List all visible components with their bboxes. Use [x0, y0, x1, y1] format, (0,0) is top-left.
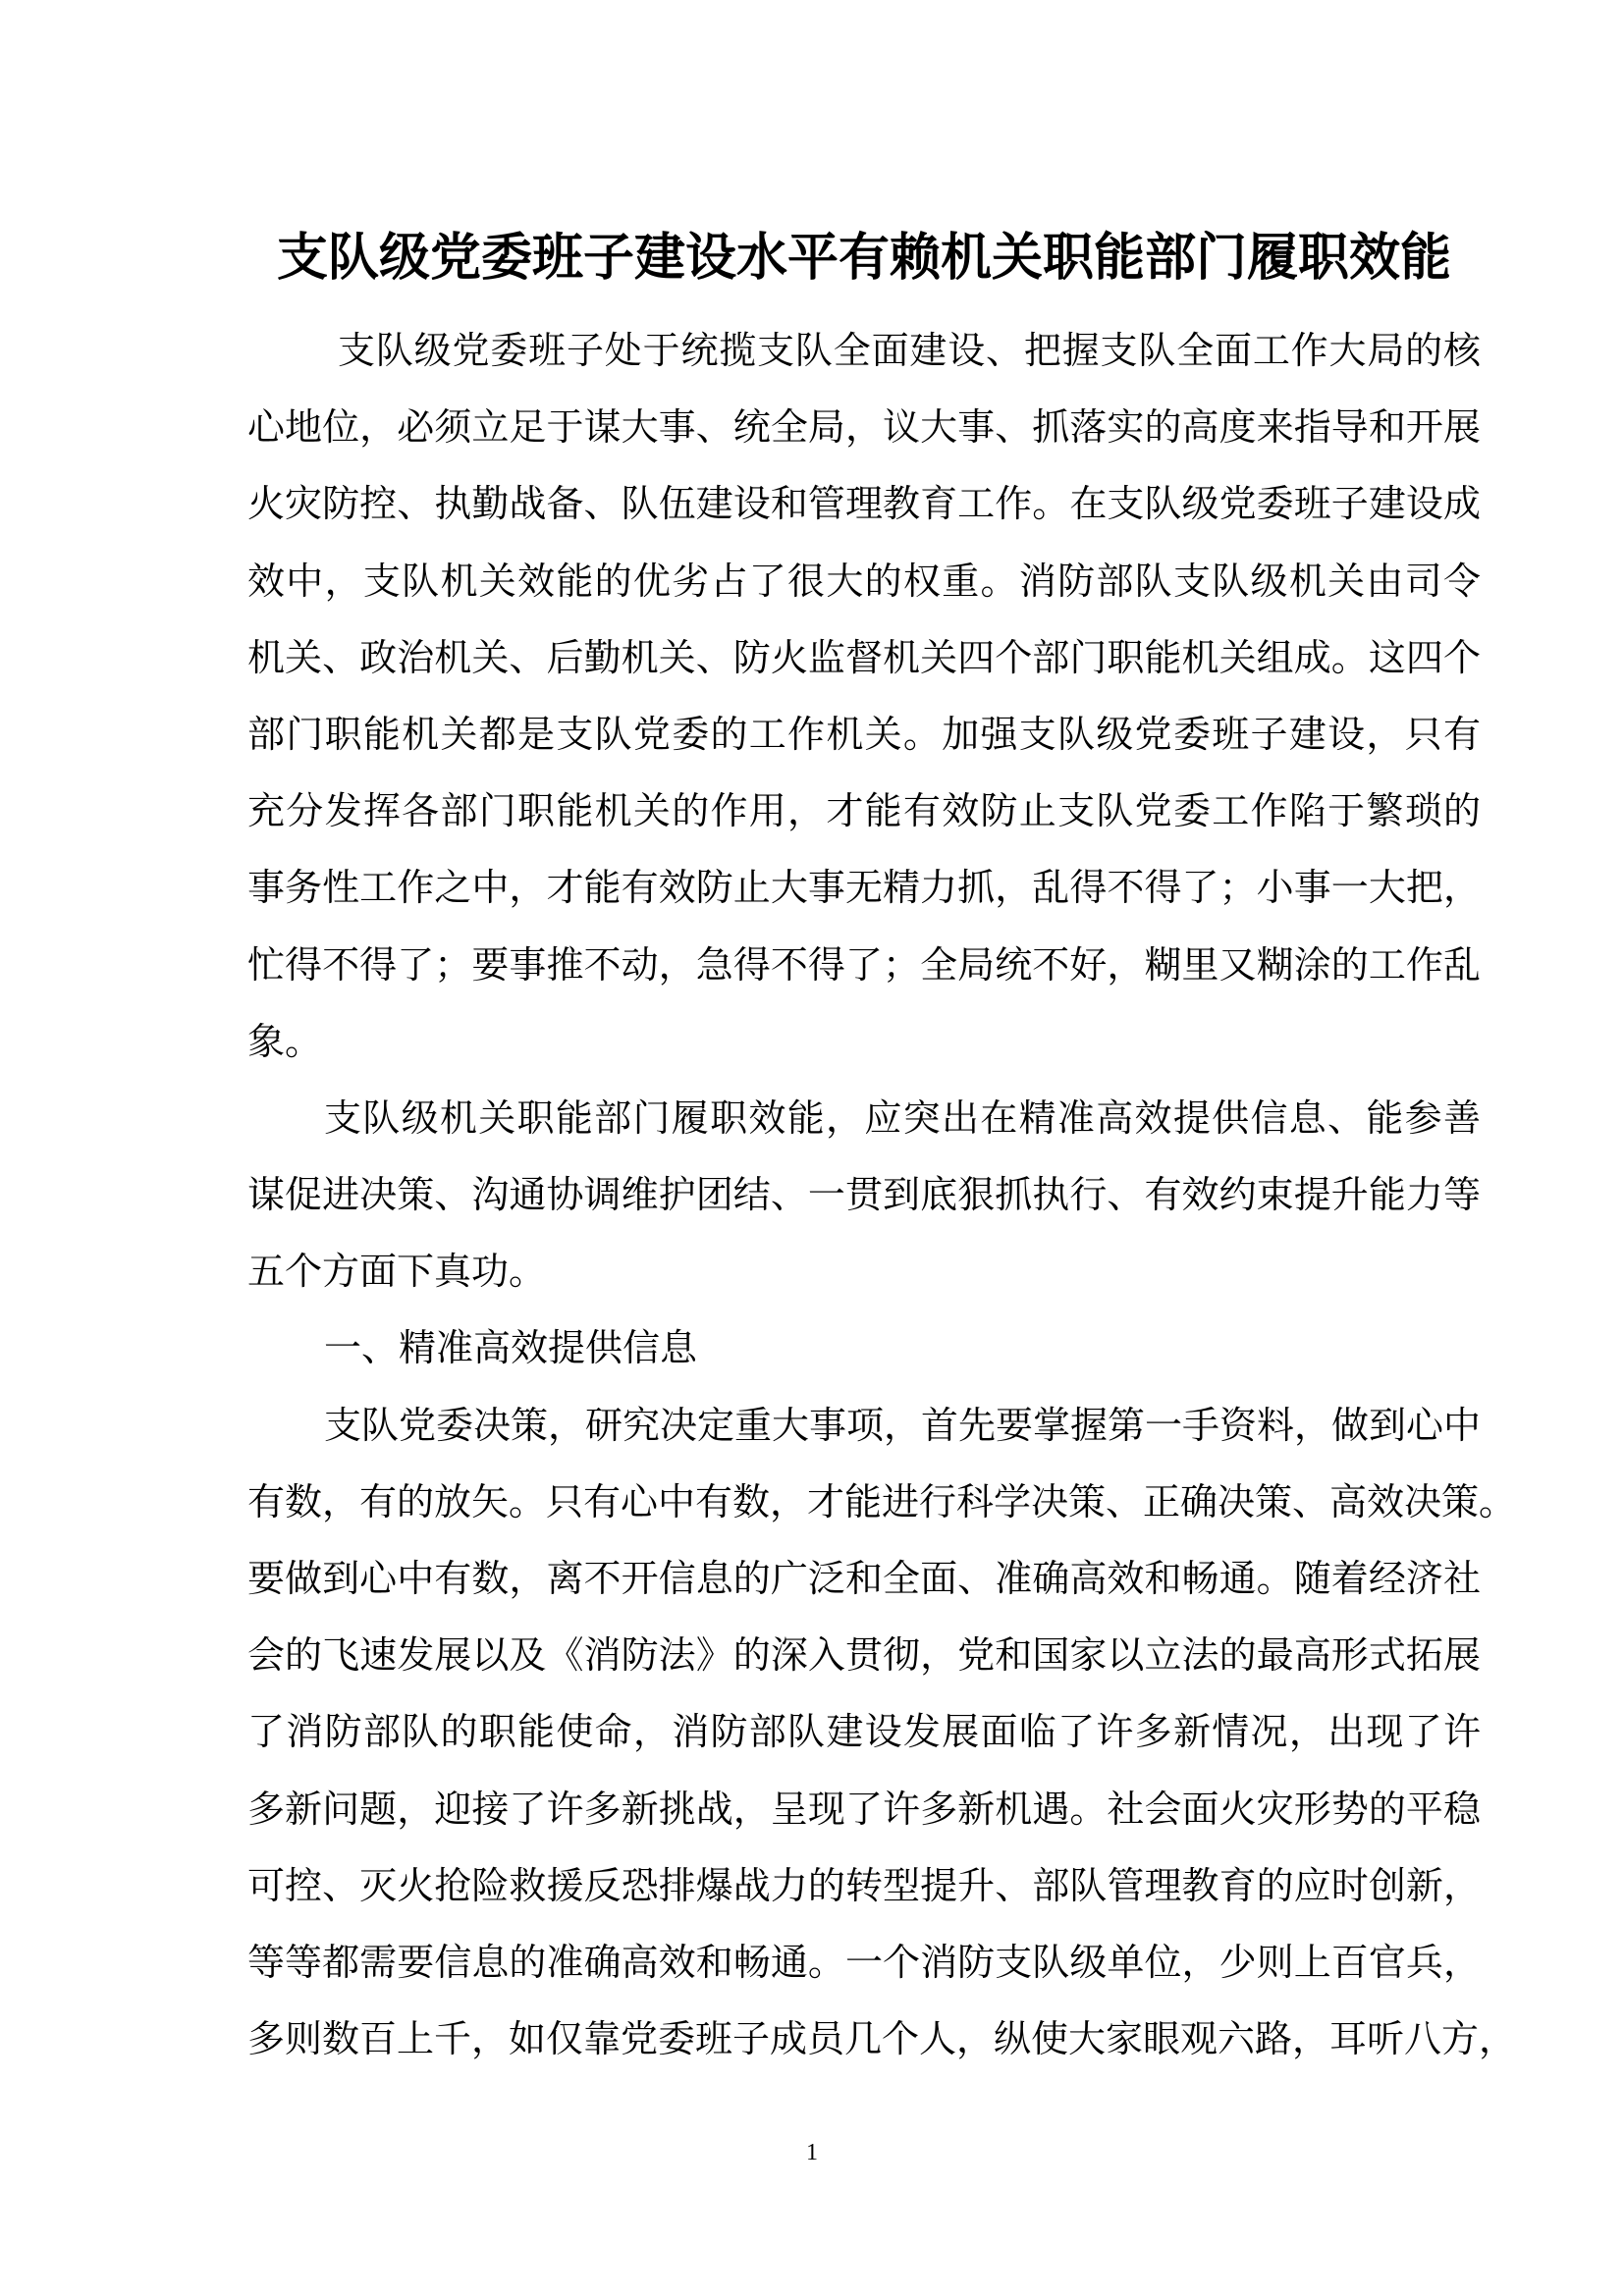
text-line: 支队党委决策，研究决定重大事项，首先要掌握第一手资料，做到心中	[324, 1403, 1482, 1447]
text-line: 心地位，必须立足于谋大事、统全局，议大事、抓落实的高度来指导和开展	[247, 405, 1481, 450]
text-line: 效中，支队机关效能的优劣占了很大的权重。消防部队支队级机关由司令	[247, 559, 1481, 603]
document-title: 支队级党委班子建设水平有赖机关职能部门履职效能	[276, 229, 1451, 288]
text-line: 多则数百上千，如仅靠党委班子成员几个人，纵使大家眼观六路，耳听八方，	[247, 2017, 1517, 2061]
text-line: 部门职能机关都是支队党委的工作机关。加强支队级党委班子建设，只有	[247, 712, 1481, 756]
paragraph	[247, 1080, 1481, 1310]
text-line: 一、精准高效提供信息	[324, 1326, 698, 1370]
paragraph	[247, 312, 1481, 1080]
text-line: 等等都需要信息的准确高效和畅通。一个消防支队级单位，少则上百官兵，	[247, 1940, 1481, 1984]
text-line: 充分发挥各部门职能机关的作用，才能有效防止支队党委工作陷于繁琐的	[247, 789, 1481, 833]
text-line: 五个方面下真功。	[247, 1250, 547, 1294]
text-line: 了消防部队的职能使命，消防部队建设发展面临了许多新情况，出现了许	[247, 1710, 1481, 1754]
text-line: 谋促进决策、沟通协调维护团结、一贯到底狠抓执行、有效约束提升能力等	[247, 1173, 1481, 1217]
text-line: 要做到心中有数，离不开信息的广泛和全面、准确高效和畅通。随着经济社	[247, 1557, 1481, 1600]
document-body	[247, 312, 1517, 2077]
text-line: 可控、灭火抢险救援反恐排爆战力的转型提升、部队管理教育的应时创新，	[247, 1863, 1481, 1907]
text-line: 支队级机关职能部门履职效能，应突出在精准高效提供信息、能参善	[324, 1095, 1481, 1140]
page-number: 1	[806, 2140, 818, 2165]
text-line: 有数，有的放矢。只有心中有数，才能进行科学决策、正确决策、高效决策。	[247, 1479, 1517, 1523]
text-line: 火灾防控、执勤战备、队伍建设和管理教育工作。在支队级党委班子建设成	[247, 482, 1481, 526]
text-line: 支队级党委班子处于统揽支队全面建设、把握支队全面工作大局的核	[338, 329, 1481, 372]
text-line: 多新问题，迎接了许多新挑战，呈现了许多新机遇。社会面火灾形势的平稳	[247, 1787, 1481, 1831]
text-line: 忙得不得了；要事推不动，急得不得了；全局统不好，糊里又糊涂的工作乱	[247, 942, 1481, 987]
text-line: 会的飞速发展以及《消防法》的深入贯彻，党和国家以立法的最高形式拓展	[247, 1633, 1481, 1678]
section-heading	[247, 1309, 1481, 1386]
text-line: 事务性工作之中，才能有效防止大事无精力抓，乱得不得了；小事一大把，	[247, 866, 1481, 910]
text-line: 象。	[247, 1019, 323, 1063]
paragraph	[247, 1387, 1517, 2078]
text-line: 机关、政治机关、后勤机关、防火监督机关四个部门职能机关组成。这四个	[247, 635, 1481, 679]
